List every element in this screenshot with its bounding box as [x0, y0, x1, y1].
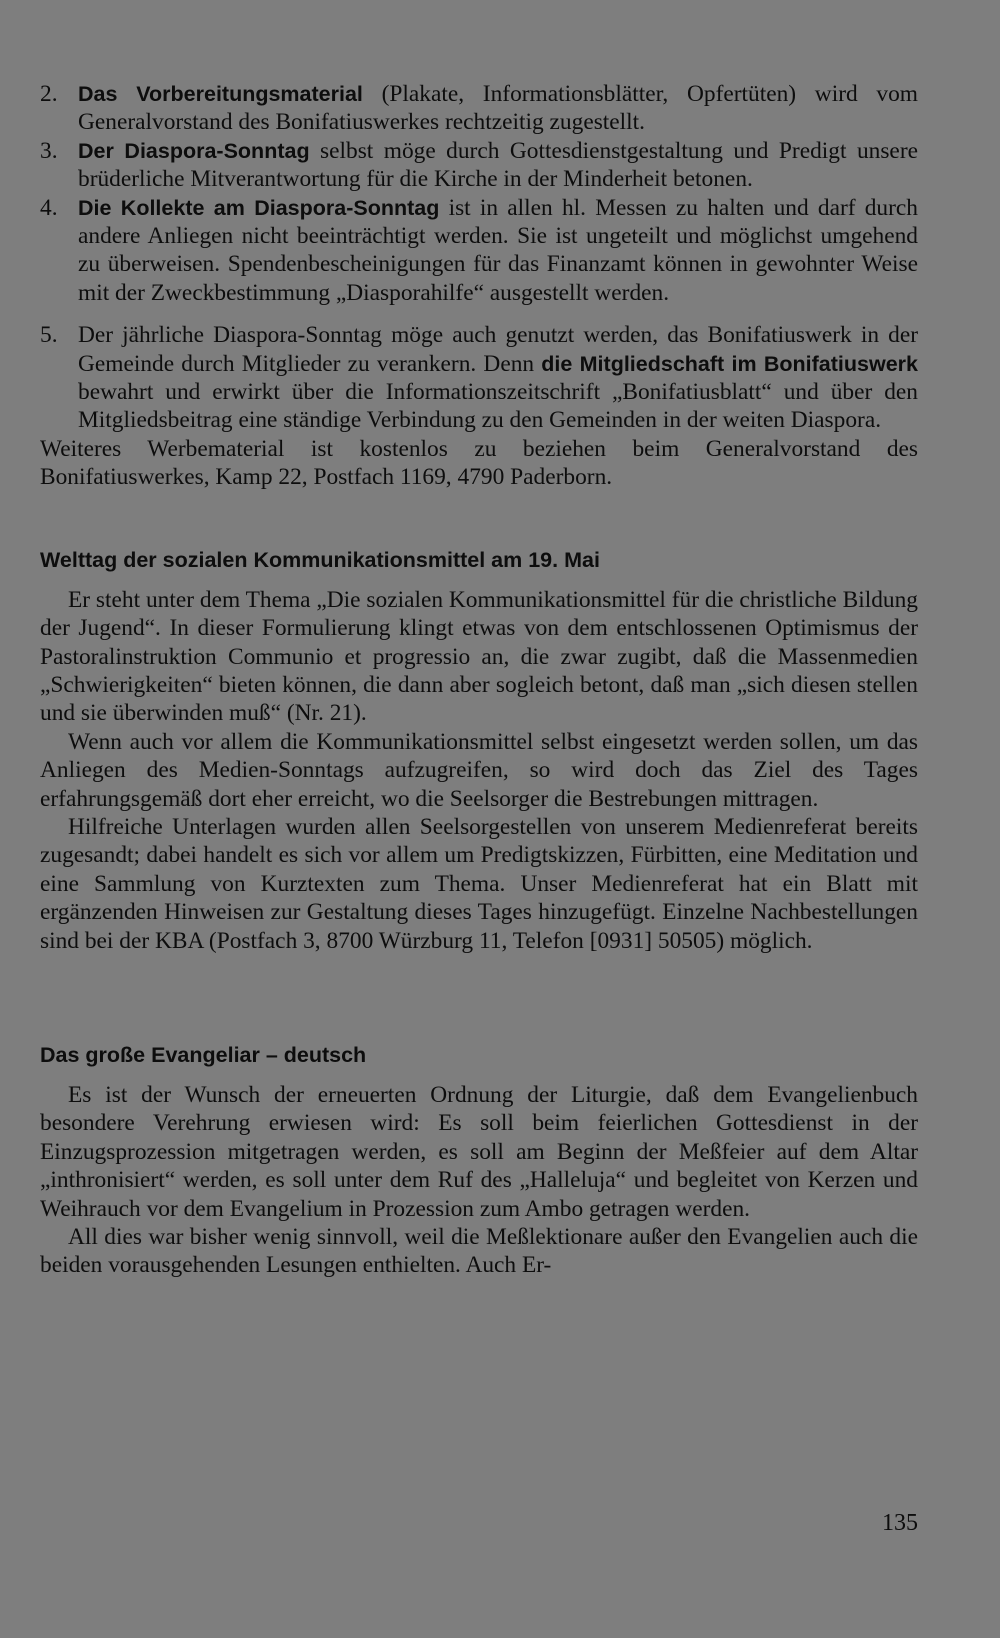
list-item-bold: Das Vorbereitungsmaterial: [78, 82, 363, 106]
page-number: 135: [882, 1510, 918, 1536]
list-number: 5.: [40, 322, 58, 349]
list-item-text: (Plakate, Informationsblätter, Opfertüten) wird vom Generalvorstand des Bonifatiuswerkes rechtzeitig zugestellt.: [78, 81, 918, 136]
body-paragraph: All dies war bisher wenig sinnvoll, weil die Meßlektionare außer den Evangelien auch die beiden vorausgehenden Lesungen enthielten. Auch Er-: [40, 1224, 918, 1279]
list-item: [40, 321, 918, 435]
closing-paragraph: Weiteres Werbematerial ist kostenlos zu beziehen beim Generalvorstand des Bonifatiuswerkes, Kamp 22, Postfach 1169, 4790 Paderborn.: [40, 435, 918, 491]
list-item-text: ist in allen hl. Messen zu halten und darf durch andere Anliegen nicht beeinträchtigt werden. Sie ist ungeteilt und möglichst umgehend zu überweisen. Spendenbescheinigungen für das Finanzamt können in gewohnter Weise mit der Zweckbestimmung „Diasporahilfe“ ausgestellt werden.: [78, 194, 918, 306]
list-item: [40, 194, 918, 308]
body-paragraph: Es ist der Wunsch der erneuerten Ordnung der Liturgie, daß dem Evangelienbuch besondere Verehrung erwiesen wird: Es soll beim feierlichen Gottesdienst in der Einzugsprozession mitgetragen werden, es soll am Beginn der Meßfeier auf dem Altar „inthronisiert“ werden, es soll unter dem Ruf des „Halleluja“ und begleitet von Kerzen und Weihrauch vor dem Evangelium in Prozession zum Ambo getragen werden.: [40, 1081, 918, 1222]
list-item-text: Der jährliche Diaspora-Sonntag möge auch genutzt werden, das Bonifatiuswerk in der Gemeinde durch Mitglieder zu verankern. Denn: [78, 322, 918, 377]
page-content: [40, 80, 918, 1280]
section-heading: Welttag der sozialen Kommunikationsmittel am 19. Mai: [40, 547, 600, 572]
list-number: 2.: [40, 81, 58, 107]
body-paragraph: Er steht unter dem Thema „Die sozialen Kommunikationsmittel für die christliche Bildung der Jugend“. In dieser Formulierung klingt etwas von dem entschlossenen Optimismus der Pastoralinstruktion Communio et progressio an, die zwar zugibt, daß die Massenmedien „Schwierigkeiten“ bieten können, die dann aber sogleich betont, daß man „sich diesen stellen und sie überwinden muß“ (Nr. 21).: [40, 586, 918, 727]
section-heading: Das große Evangeliar – deutsch: [40, 1042, 367, 1067]
list-item-bold: Die Kollekte am Diaspora-Sonntag: [78, 195, 440, 220]
list-item-text: bewahrt und erwirkt über die Informationszeitschrift „Bonifatiusblatt“ und über den Mitgliedsbeitrag eine ständige Verbindung zu den Gemeinden in der weiten Diaspora.: [78, 379, 918, 434]
body-paragraph: Hilfreiche Unterlagen wurden allen Seelsorgestellen von unserem Medienreferat bereits zugesandt; dabei handelt es sich vor allem um Predigtskizzen, Fürbitten, eine Meditation und eine Sammlung von Kurztexten zum Thema. Unser Medienreferat hat ein Blatt mit ergänzenden Hinweisen zur Gestaltung dieses Tages hinzugefügt. Einzelne Nachbestellungen sind bei der KBA (Postfach 3, 8700 Würzburg 11, Telefon [0931] 50505) möglich.: [40, 813, 918, 954]
list-number: 3.: [40, 137, 58, 164]
list-item-bold: die Mitgliedschaft im Bonifatiuswerk: [541, 351, 918, 376]
body-paragraph: Wenn auch vor allem die Kommunikationsmittel selbst eingesetzt werden sollen, um das Anliegen des Medien-Sonntags aufzugreifen, so wird doch das Ziel des Tages erfahrungsgemäß dort eher erreicht, wo die Seelsorger die Bestrebungen mittragen.: [40, 728, 918, 812]
list-item: [40, 80, 918, 137]
list-item-bold: Der Diaspora-Sonntag: [78, 138, 310, 163]
list-item-text: selbst möge durch Gottesdienstgestaltung und Predigt unsere brüderliche Mitverantwortung für die Kirche in der Minderheit betonen.: [78, 137, 918, 193]
list-number: 4.: [40, 194, 58, 221]
list-item: [40, 137, 918, 194]
